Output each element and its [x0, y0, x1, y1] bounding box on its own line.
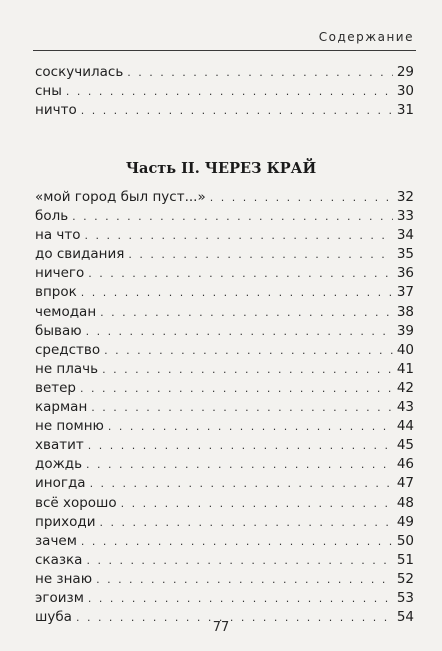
- dot-leader: [66, 82, 393, 101]
- toc-entry-page: 33: [396, 208, 414, 225]
- toc-entry-title: средство: [35, 341, 101, 358]
- toc-entry[interactable]: [35, 474, 414, 493]
- toc-entry-title: ветер: [35, 379, 77, 396]
- dot-leader: [100, 513, 393, 532]
- dot-leader: [127, 63, 393, 82]
- toc-entry-page: 36: [396, 265, 414, 282]
- toc-entry-page: 44: [396, 418, 414, 435]
- toc-entry-title: ничто: [35, 102, 77, 119]
- toc-entry[interactable]: [35, 245, 414, 264]
- dot-leader: [86, 455, 393, 474]
- dot-leader: [102, 360, 393, 379]
- toc-entry-page: 46: [396, 456, 414, 473]
- toc-entry-page: 37: [396, 284, 414, 301]
- toc-entry-title: не помню: [35, 418, 104, 435]
- toc-entry[interactable]: [35, 188, 414, 207]
- toc-entry-page: 40: [396, 341, 414, 358]
- toc-entry-title: бываю: [35, 322, 82, 339]
- toc-entry-page: 53: [396, 589, 414, 606]
- toc-entry-title: сказка: [35, 551, 83, 568]
- dot-leader: [210, 188, 393, 207]
- toc-part-two: [35, 188, 414, 627]
- dot-leader: [86, 551, 392, 570]
- toc-entry[interactable]: [35, 82, 414, 101]
- toc-entry-title: не знаю: [35, 570, 93, 587]
- toc-entry-title: «мой город был пуст...»: [35, 189, 206, 205]
- toc-entry-page: 39: [396, 322, 414, 339]
- dot-leader: [100, 303, 393, 322]
- toc-entry[interactable]: [35, 589, 414, 608]
- toc-entry-title: зачем: [35, 532, 77, 549]
- toc-entry-page: 45: [396, 437, 414, 454]
- dot-leader: [104, 341, 393, 360]
- toc-entry-title: иногда: [35, 475, 86, 492]
- toc-entry-title: дождь: [35, 456, 83, 473]
- toc-entry[interactable]: [35, 417, 414, 436]
- running-head: Содержание: [318, 30, 414, 44]
- toc-entry-page: 29: [396, 64, 414, 80]
- toc-entry[interactable]: [35, 264, 414, 283]
- toc-entry[interactable]: [35, 101, 414, 120]
- toc-entry[interactable]: [35, 303, 414, 322]
- toc-entry[interactable]: [35, 494, 414, 513]
- toc-entry[interactable]: [35, 283, 414, 302]
- dot-leader: [128, 245, 392, 264]
- dot-leader: [96, 570, 393, 589]
- dot-leader: [88, 436, 393, 455]
- toc-entry-title: приходи: [35, 513, 96, 530]
- toc-entry-page: 43: [396, 399, 414, 416]
- toc-entry-title: боль: [35, 208, 69, 225]
- dot-leader: [88, 589, 393, 608]
- dot-leader: [108, 417, 393, 436]
- dot-leader: [86, 322, 393, 341]
- toc-entry-title: всё хорошо: [35, 494, 117, 511]
- toc-part-one-tail: [35, 63, 414, 120]
- part-two-heading: Часть II. ЧЕРЕЗ КРАЙ: [125, 160, 317, 177]
- toc-entry-page: 48: [396, 494, 414, 511]
- toc-entry-title: хватит: [35, 437, 84, 454]
- toc-entry[interactable]: [35, 532, 414, 551]
- toc-entry-page: 51: [396, 551, 414, 568]
- dot-leader: [72, 207, 393, 226]
- dot-leader: [81, 532, 393, 551]
- toc-entry[interactable]: [35, 360, 414, 379]
- toc-entry[interactable]: [35, 513, 414, 532]
- toc-entry-title: соскучилась: [35, 64, 124, 80]
- dot-leader: [80, 379, 393, 398]
- toc-entry-page: 34: [396, 227, 414, 244]
- toc-entry-page: 47: [396, 475, 414, 492]
- dot-leader: [81, 101, 393, 120]
- toc-entry-title: эгоизм: [35, 589, 84, 606]
- dot-leader: [91, 398, 393, 417]
- toc-entry-page: 54: [396, 609, 414, 626]
- toc-entry-title: не плачь: [35, 360, 99, 377]
- dot-leader: [81, 283, 393, 302]
- toc-entry-title: карман: [35, 399, 88, 416]
- toc-entry-page: 35: [396, 246, 414, 263]
- toc-entry-title: шуба: [35, 609, 72, 626]
- toc-entry-page: 31: [396, 102, 414, 119]
- toc-entry[interactable]: [35, 322, 414, 341]
- toc-entry[interactable]: [35, 341, 414, 360]
- toc-entry[interactable]: [35, 207, 414, 226]
- toc-entry-page: 38: [396, 303, 414, 320]
- toc-entry[interactable]: [35, 436, 414, 455]
- page-number: 77: [212, 620, 230, 635]
- toc-entry-title: на что: [35, 227, 81, 244]
- toc-entry[interactable]: [35, 551, 414, 570]
- toc-entry-page: 49: [396, 513, 414, 530]
- dot-leader: [85, 226, 393, 245]
- dot-leader: [121, 494, 393, 513]
- toc-entry-title: сны: [35, 83, 62, 100]
- toc-entry-title: впрок: [35, 284, 77, 301]
- toc-entry[interactable]: [35, 63, 414, 82]
- toc-entry[interactable]: [35, 226, 414, 245]
- toc-entry[interactable]: [35, 455, 414, 474]
- dot-leader: [90, 474, 393, 493]
- toc-entry-page: 41: [396, 360, 414, 377]
- toc-entry-page: 52: [396, 570, 414, 587]
- dot-leader: [88, 264, 393, 283]
- toc-entry-page: 30: [396, 83, 414, 100]
- toc-entry-title: до свидания: [35, 246, 125, 263]
- toc-entry-page: 50: [396, 532, 414, 549]
- toc-entry-title: ничего: [35, 265, 85, 282]
- toc-entry-title: чемодан: [35, 303, 97, 320]
- toc-entry[interactable]: [35, 570, 414, 589]
- toc-entry[interactable]: [35, 398, 414, 417]
- toc-entry[interactable]: [35, 379, 414, 398]
- header-rule: [33, 50, 416, 51]
- toc-entry-page: 42: [396, 379, 414, 396]
- toc-entry-page: 32: [396, 189, 414, 205]
